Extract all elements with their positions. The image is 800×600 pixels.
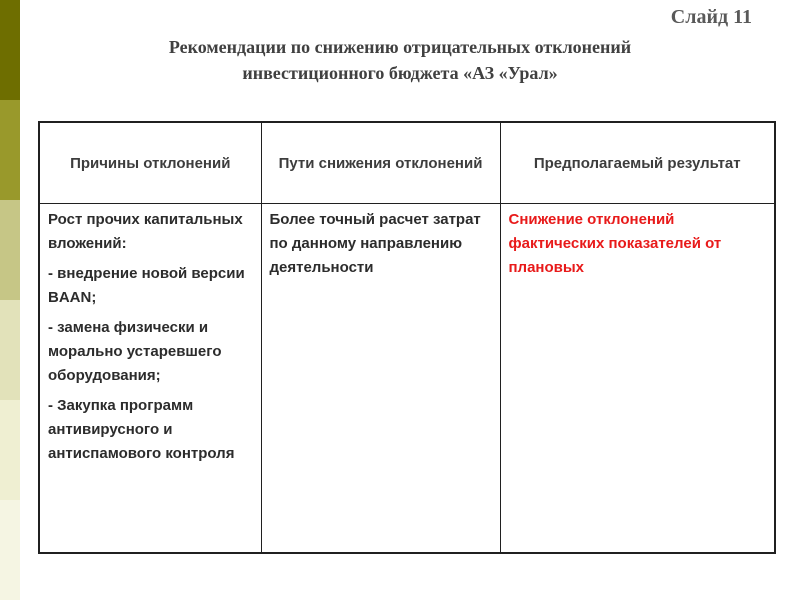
header-ways: Пути снижения отклонений <box>261 122 500 204</box>
sidebar-block <box>0 300 20 400</box>
slide-number: Слайд 11 <box>670 6 752 28</box>
cause-item: - Закупка программ антивирусного и антиспамового контроля <box>48 397 235 462</box>
cell-result: Снижение отклонений фактических показателей от плановых <box>500 204 775 554</box>
header-causes: Причины отклонений <box>39 122 261 204</box>
slide-title-line-2: инвестиционного бюджета «АЗ «Урал» <box>242 63 558 83</box>
sidebar-block <box>0 200 20 300</box>
sidebar-block <box>0 0 20 100</box>
table-header-row <box>39 122 775 204</box>
cause-intro: Рост прочих капитальных вложений: <box>48 211 243 252</box>
sidebar-block <box>0 400 20 500</box>
cause-item: - внедрение новой версии BAAN; <box>48 265 245 306</box>
header-result: Предполагаемый результат <box>500 122 775 204</box>
decorative-sidebar <box>0 0 20 600</box>
recommendations-table-wrapper <box>38 121 774 554</box>
slide-title <box>80 34 720 86</box>
cell-ways: Более точный расчет затрат по данному направлению деятельности <box>261 204 500 554</box>
cell-causes <box>39 204 261 554</box>
cause-item: - замена физически и морально устаревшего оборудования; <box>48 319 222 384</box>
table-row <box>39 204 775 554</box>
recommendations-table <box>38 121 776 554</box>
sidebar-block <box>0 500 20 600</box>
slide-title-line-1: Рекомендации по снижению отрицательных отклонений <box>168 37 632 57</box>
sidebar-block <box>0 100 20 200</box>
